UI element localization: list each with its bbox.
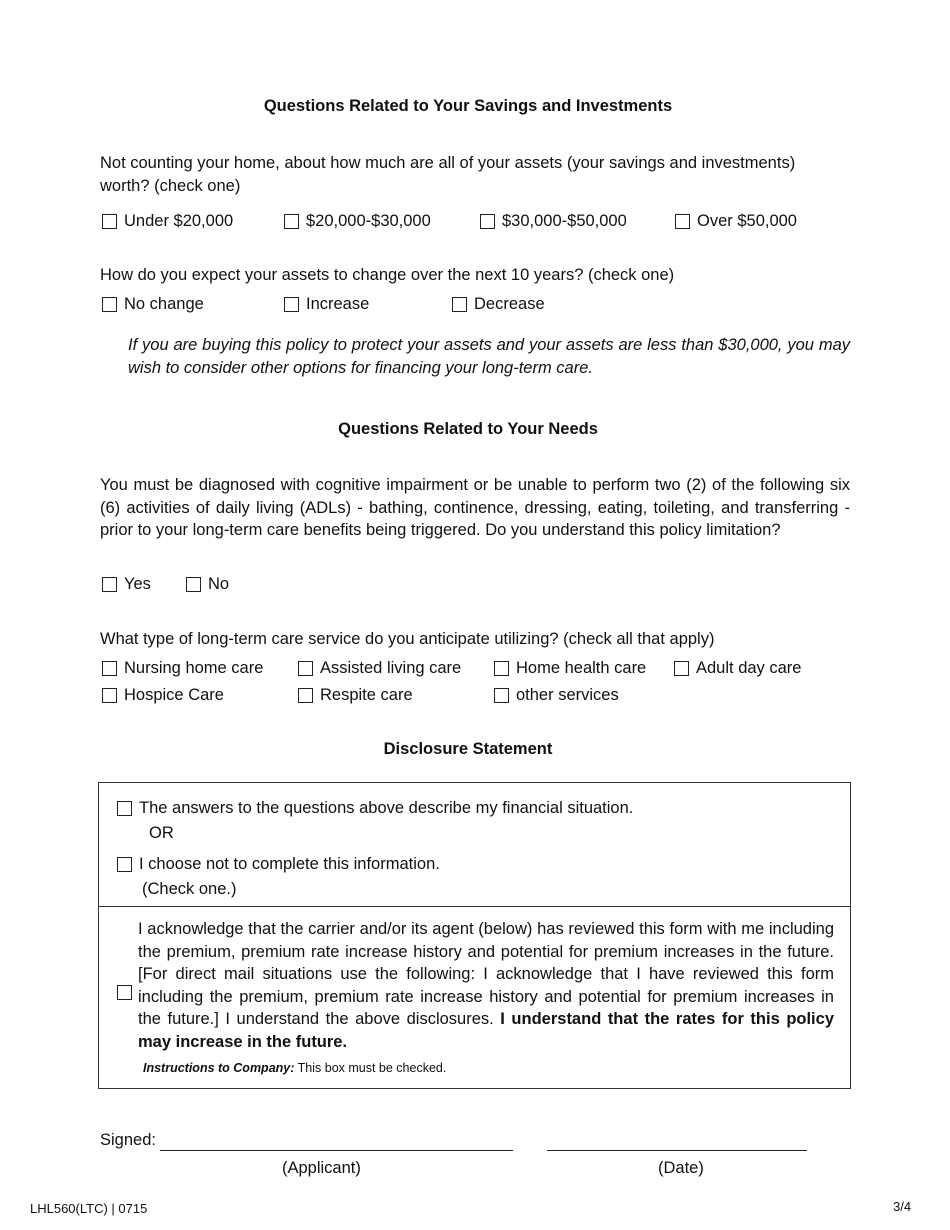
checkbox[interactable]: [284, 297, 299, 312]
company-instructions: [143, 1061, 446, 1075]
applicant-label: (Applicant): [282, 1159, 361, 1177]
service-option-nursing-home[interactable]: Nursing home care: [102, 659, 263, 678]
service-option-adult-day[interactable]: Adult day care: [674, 659, 801, 678]
date-signature-line[interactable]: [547, 1150, 807, 1151]
checkbox[interactable]: [494, 688, 509, 703]
acknowledgement-checkbox[interactable]: [117, 985, 132, 1000]
assets-option-under-20000[interactable]: Under $20,000: [102, 212, 233, 231]
disclosure-heading: Disclosure Statement: [383, 740, 553, 758]
acknowledgement-text: [138, 918, 834, 1053]
checkbox[interactable]: [298, 661, 313, 676]
service-option-respite[interactable]: Respite care: [298, 686, 413, 705]
or-label: OR: [149, 824, 174, 842]
adl-question: You must be diagnosed with cognitive impairment or be unable to perform two (2) of the following six (6) activities of daily living (ADLs) - bathing, continence, dressing, eating, toileting, and transferring - prior to your long-term care benefits being triggered. Do you understand this policy limitation?: [100, 476, 850, 539]
checkbox[interactable]: [452, 297, 467, 312]
assets-option-over-50000[interactable]: Over $50,000: [675, 212, 797, 231]
assets-option-30000-50000[interactable]: $30,000-$50,000: [480, 212, 627, 231]
checkbox[interactable]: [284, 214, 299, 229]
checkbox[interactable]: [102, 297, 117, 312]
checkbox[interactable]: [675, 214, 690, 229]
date-label: (Date): [658, 1159, 704, 1177]
checkbox[interactable]: [102, 688, 117, 703]
checkbox[interactable]: [480, 214, 495, 229]
checkbox[interactable]: [117, 801, 132, 816]
applicant-signature-line[interactable]: [160, 1150, 513, 1151]
adl-option-yes[interactable]: Yes: [102, 575, 151, 594]
service-option-assisted-living[interactable]: Assisted living care: [298, 659, 461, 678]
checkbox[interactable]: [102, 214, 117, 229]
disclosure-option-describes[interactable]: The answers to the questions above describe my financial situation.: [117, 799, 633, 818]
checkbox[interactable]: [102, 661, 117, 676]
service-option-other[interactable]: other services: [494, 686, 619, 705]
acknowledgement-rate-warning: I understand that the rates for this policy may increase in the future.: [138, 1010, 834, 1051]
checkbox[interactable]: [674, 661, 689, 676]
assets-option-20000-30000[interactable]: $20,000-$30,000: [284, 212, 431, 231]
assets-question: Not counting your home, about how much are all of your assets (your savings and investments) worth? (check one): [100, 154, 796, 195]
service-option-home-health[interactable]: Home health care: [494, 659, 646, 678]
acknowledgement-body: I acknowledge that the carrier and/or its agent (below) has reviewed this form with me including the premium, premium rate increase history and potential for premium increases in the future. [For direct mail situations use the following: I acknowledge that I have reviewed this form including the premium, premium rate increase history and potential for premium increases in the future.] I understand the above disclosures.: [138, 920, 834, 1028]
instructions-text: This box must be checked.: [297, 1061, 447, 1075]
change-option-increase[interactable]: Increase: [284, 295, 369, 314]
checkbox[interactable]: [298, 688, 313, 703]
service-option-hospice[interactable]: Hospice Care: [102, 686, 224, 705]
checkbox[interactable]: [117, 857, 132, 872]
signed-label: Signed:: [100, 1131, 156, 1149]
checkbox[interactable]: [494, 661, 509, 676]
change-option-no-change[interactable]: No change: [102, 295, 204, 314]
checkbox[interactable]: [102, 577, 117, 592]
instructions-label: Instructions to Company:: [143, 1061, 295, 1075]
assets-change-question: How do you expect your assets to change over the next 10 years? (check one): [100, 266, 675, 284]
adl-option-no[interactable]: No: [186, 575, 229, 594]
check-one-label: (Check one.): [142, 880, 237, 898]
disclosure-option-decline[interactable]: I choose not to complete this information.: [117, 855, 440, 874]
form-code: LHL560(LTC) | 0715: [30, 1201, 148, 1216]
change-option-decrease[interactable]: Decrease: [452, 295, 545, 314]
assets-note: If you are buying this policy to protect your assets and your assets are less than $30,000, you may wish to consider other options for financing your long-term care.: [128, 336, 850, 377]
service-question: What type of long-term care service do you anticipate utilizing? (check all that apply): [100, 630, 715, 648]
savings-heading: Questions Related to Your Savings and Investments: [263, 97, 673, 115]
page-number: 3/4: [893, 1199, 912, 1214]
checkbox[interactable]: [186, 577, 201, 592]
needs-heading: Questions Related to Your Needs: [338, 420, 598, 438]
